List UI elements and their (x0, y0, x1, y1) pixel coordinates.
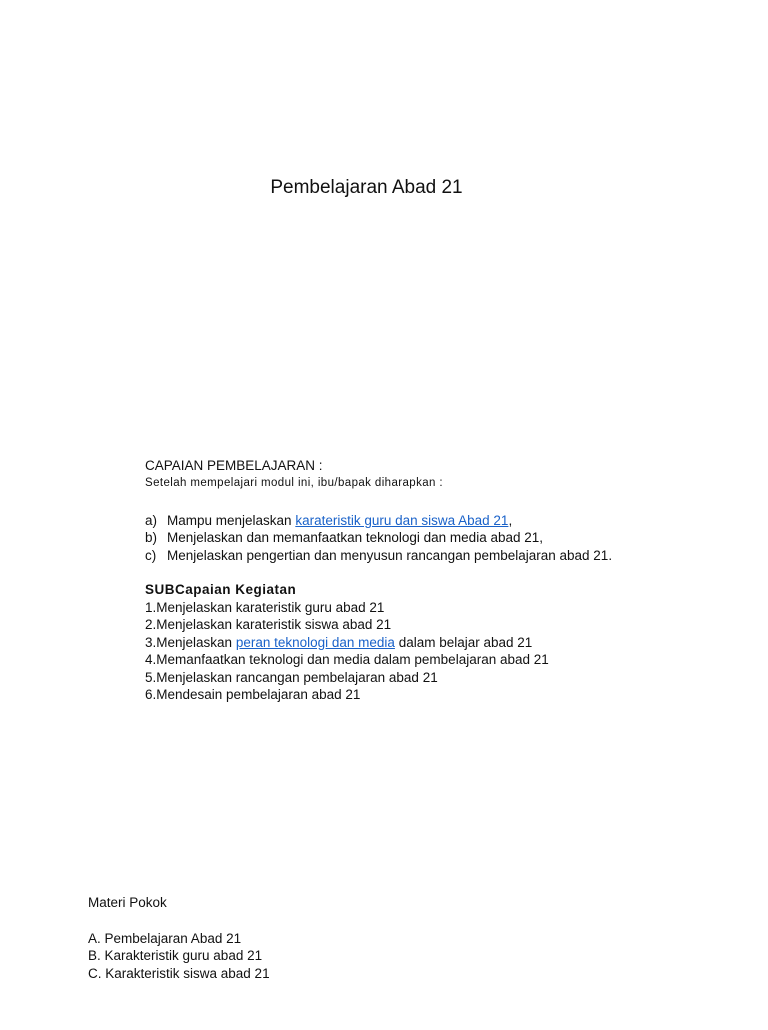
materi-list (88, 930, 588, 983)
capaian-item-c (145, 547, 665, 565)
list-item: B. Karakteristik guru abad 21 (88, 948, 263, 963)
list-marker: a) (145, 512, 158, 528)
text-after-link: dalam belajar abad 21 (394, 634, 533, 650)
list-item: 6.Mendesain pembelajaran abad 21 (145, 687, 361, 702)
link-peran-teknologi-media[interactable]: peran teknologi dan media (235, 634, 395, 650)
list-item-text (167, 512, 665, 530)
materi-pokok-section (88, 894, 588, 982)
text-after-link: , (508, 512, 513, 528)
page-title: Pembelajaran Abad 21 (270, 176, 463, 198)
list-item-text: Menjelaskan dan memanfaatkan teknologi dan media abad 21, (167, 530, 544, 545)
capaian-pembelajaran-section (145, 457, 665, 704)
list-item-text: Menjelaskan pengertian dan menyusun rancangan pembelajaran abad 21. (167, 547, 613, 563)
list-item: 1.Menjelaskan karateristik guru abad 21 (145, 599, 385, 615)
list-item (145, 634, 665, 652)
capaian-list (145, 512, 665, 565)
sub-capaian-list (145, 599, 665, 704)
capaian-item-b (145, 529, 665, 547)
list-marker: c) (145, 547, 157, 563)
sub-capaian-heading: SUBCapaian Kegiatan (145, 582, 297, 597)
materi-heading: Materi Pokok (88, 895, 167, 910)
list-item: 2.Menjelaskan karateristik siswa abad 21 (145, 617, 392, 632)
list-item: C. Karakteristik siswa abad 21 (88, 965, 270, 981)
text-before-link: 3.Menjelaskan (145, 634, 236, 650)
capaian-heading: CAPAIAN PEMBELAJARAN : (145, 458, 323, 473)
list-marker: b) (145, 530, 158, 545)
list-item: 5.Menjelaskan rancangan pembelajaran abad 21 (145, 669, 438, 685)
link-karateristik-guru-siswa[interactable]: karateristik guru dan siswa Abad 21 (295, 512, 509, 528)
capaian-intro: Setelah mempelajari modul ini, ibu/bapak diharapkan : (145, 476, 444, 489)
cut-off-text-line (68, 1016, 488, 1030)
list-item: 4.Memanfaatkan teknologi dan media dalam pembelajaran abad 21 (145, 652, 549, 667)
list-item: A. Pembelajaran Abad 21 (88, 930, 242, 946)
text-before-link: Mampu menjelaskan (167, 512, 296, 528)
capaian-item-a (145, 512, 665, 530)
